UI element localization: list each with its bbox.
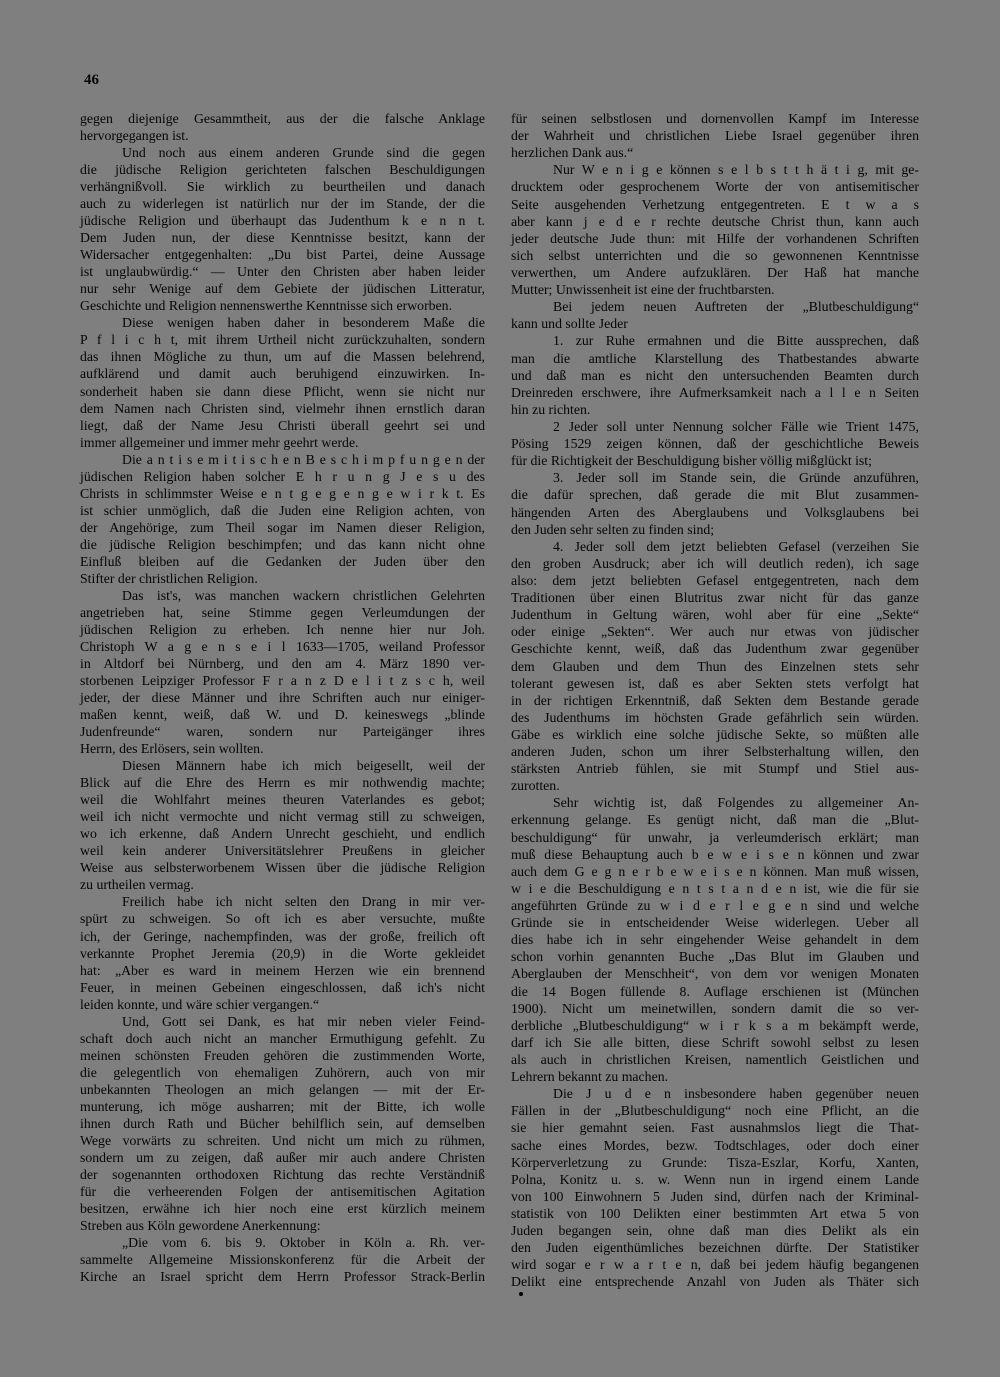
text-line: dem Namen nach Christen sind, vielmehr ihnen ernstlich daran	[80, 400, 485, 416]
text-line: Polna, Konitz u. s. w. Wenn nun in irgend einem Lande	[511, 1171, 919, 1187]
text-line: muß diese Behauptung auch b e w e i s e n können und zwar	[511, 846, 919, 862]
text-line: jüdischen Religion zu erheben. Ich nenne hier nur Joh.	[80, 621, 485, 637]
text-line: die dafür sprechen, daß gerade die mit Blut zusammen-	[511, 487, 919, 503]
text-line: man die amtliche Klarstellung des Thatbestandes abwarte	[511, 350, 919, 366]
text-line: Stifter der christlichen Religion.	[80, 570, 258, 586]
text-line: Das ist's, was manchen wackern christlichen Gelehrten	[122, 587, 485, 603]
text-line: besitzen, erwähne ich hier noch eine erst kürzlich meinem	[80, 1201, 485, 1216]
text-line: hängenden Arten des Aberglaubens und Volksglaubens bei	[511, 504, 919, 520]
text-line: Streben aus Köln gewordene Anerkennung:	[80, 1218, 321, 1234]
text-line: Herrn, des Erlösers, sein wollten.	[80, 741, 264, 757]
left-column	[80, 110, 485, 1285]
text-line: den Juden sehr selten zu finden sind;	[511, 521, 715, 537]
paragraph	[511, 418, 919, 469]
paragraph	[80, 1013, 485, 1234]
text-line: Körperverletzung zu Grunde: Tisza-Eszlar, Korfu, Xanten,	[511, 1154, 919, 1170]
text-line: gegen diejenige Gesammtheit, aus der die falsche Anklage	[80, 111, 485, 126]
paragraph	[511, 469, 919, 537]
text-line: wo ich erkenne, daß Andern Unrecht geschieht, und endlich	[80, 826, 485, 842]
text-line: für seinen selbstlosen und dornenvollen Kampf im Interesse	[511, 111, 919, 126]
text-line: Freilich habe ich nicht selten den Drang in mir ver-	[122, 894, 485, 910]
paragraph	[511, 332, 919, 418]
paragraph	[511, 794, 919, 1085]
text-line: Diese wenigen haben daher in besonderem Maße die	[122, 315, 485, 331]
text-line: munterung, ich möge ausharren; mit der Bitte, ich wolle	[80, 1098, 485, 1114]
text-line: Pösing 1529 zeigen können, daß der geschichtliche Beweis	[511, 436, 919, 452]
text-line: Sehr wichtig ist, daß Folgendes zu allgemeiner An-	[553, 795, 919, 811]
text-line: stärksten Antrieb fühlen, sie mit Stumpf und Stiel aus-	[511, 761, 919, 777]
text-line: unbekannten Theologen an mich gelangen — mit der Er-	[80, 1081, 485, 1097]
text-line: 4. Jeder soll dem jetzt beliebten Gefasel (verzeihen Sie	[553, 538, 919, 554]
text-line: die 14 Bogen füllende 8. Auflage erschienen ist (München	[511, 983, 919, 999]
text-line: Dreinreden erschwere, ihre Aufmerksamkeit nach a l l e n Seiten	[511, 384, 919, 400]
text-line: Wege vorwärts zu schreiten. Und nicht um mich zu rühmen,	[80, 1132, 485, 1148]
text-line: den Juden eigenthümliches bezeichnen dürfte. Der Statistiker	[511, 1240, 919, 1256]
text-line: in der richtigen Erkenntniß, daß Sekten dem Bestande gerade	[511, 692, 919, 708]
text-line: tolerant gewesen ist, daß es aber Sekten stets verfolgt hat	[511, 675, 919, 691]
paragraph	[511, 161, 919, 298]
text-line: Diesen Männern habe ich mich beigesellt, weil der	[122, 758, 485, 774]
text-line: verkannte Prophet Jeremia (20,9) in die Worte gekleidet	[80, 945, 485, 961]
text-line: aber kann j e d e r rechte deutsche Christ thun, kann auch	[511, 213, 919, 229]
text-line: angetrieben hat, seine Stimme gegen Verleumdungen der	[80, 604, 485, 620]
text-line: Christoph W a g e n s e i l 1633—1705, weiland Professor	[80, 638, 485, 654]
text-line: dem Glauben und dem Thun des Einzelnen stets sehr	[511, 658, 919, 674]
text-line: jüdischen Religion haben solcher E h r u n g J e s u des	[80, 468, 485, 484]
text-line: Seite ausgehenden Verhetzung entgegentreten. E t w a s	[511, 196, 919, 212]
text-line: Bei jedem neuen Auftreten der „Blutbeschuldigung“	[553, 299, 919, 315]
text-line: der sogenannten orthodoxen Richtung das rechte Verständniß	[80, 1166, 485, 1182]
paragraph	[511, 110, 919, 161]
text-line: sondern um zu zeigen, daß außer mir auch andere Christen	[80, 1149, 485, 1165]
paragraph	[80, 893, 485, 1012]
text-line: weil die Wohlfahrt meines theuren Vaterlandes es gebot;	[80, 792, 485, 808]
paragraph	[80, 451, 485, 587]
text-line: w i e die Beschuldigung e n t s t a n d e n ist, wie die für sie	[511, 880, 919, 896]
text-line: auch zu widerlegen ist natürlich nur der im Stande, der die	[80, 196, 485, 212]
paragraph	[80, 757, 485, 893]
text-line: 3. Jeder soll im Stande sein, die Gründe anzuführen,	[553, 470, 919, 486]
print-speck	[519, 1292, 523, 1296]
text-line: oder einige „Sekten“. Wer auch nur etwas von jüdischer	[511, 624, 919, 640]
text-line: der Wahrheit und christlichen Liebe Israel gegenüber ihren	[511, 128, 919, 144]
text-line: Traditionen über einen Blutritus zwar nicht für das ganze	[511, 590, 919, 606]
text-line: Gäbe es wirklich eine solche jüdische Sekte, so müßten alle	[511, 726, 919, 742]
text-line: ich, der Geringe, nachempfinden, was der große, freilich oft	[80, 928, 485, 944]
text-line: immer allgemeiner und immer mehr geehrt werde.	[80, 434, 359, 450]
text-line: zurotten.	[511, 778, 560, 794]
text-line: Fällen in der „Blutbeschuldigung“ noch eine Pflicht, an die	[511, 1103, 919, 1119]
paragraph	[80, 1234, 485, 1285]
text-line: aufklärend und damit auch beruhigend einzuwirken. In-	[80, 366, 485, 382]
text-line: Und noch aus einem anderen Grunde sind die gegen	[122, 145, 485, 161]
page-number: 46	[84, 72, 99, 88]
text-line: Kirche an Israel spricht dem Herrn Professor Strack-Berlin	[80, 1269, 485, 1285]
text-line: nur sehr Wenige auf dem Gebiete der jüdischen Litteratur,	[80, 281, 485, 297]
paragraph	[80, 314, 485, 450]
text-line: herzlichen Dank aus.“	[511, 145, 634, 161]
right-column	[511, 110, 919, 1291]
text-line: sammelte Allgemeine Missionskonferenz für die Arbeit der	[80, 1252, 485, 1268]
text-line: ist schier unmöglich, daß die Juden eine Religion achten, von	[80, 502, 485, 518]
text-line: 2 Jeder soll unter Nennung solcher Fälle wie Trient 1475,	[553, 418, 919, 434]
text-line: Gründe sie in entscheidender Weise widerlegen. Ueber all	[511, 915, 919, 931]
text-line: drucktem oder gesprochenem Worte der von antisemitischer	[511, 179, 919, 195]
text-line: der Angehörige, zum Theil sogar im Namen dieser Religion,	[80, 519, 485, 535]
text-line: Und, Gott sei Dank, es hat mir neben vieler Feind-	[122, 1013, 485, 1029]
text-line: Einfluß bleiben auf die Gedanken der Juden über den	[80, 553, 485, 569]
text-line: ist unglaubwürdig.“ — Unter den Christen aber haben leider	[80, 264, 485, 280]
text-line: sich selbst unterrichten und die so gewonnenen Kenntnisse	[511, 247, 919, 263]
text-line: sonderheit haben sie dann diese Pflicht, wenn sie nicht nur	[80, 383, 485, 399]
text-line: verwerthen, um Andere aufzuklären. Der Haß hat manche	[511, 264, 919, 280]
paragraph	[80, 587, 485, 757]
text-line: die jüdische Religion gerichteten falschen Beschuldigungen	[80, 162, 485, 178]
text-line: das ihnen Mögliche zu thun, um auf die Massen belehrend,	[80, 349, 485, 365]
text-line: 1900). Nicht um meinetwillen, sondern damit die so ver-	[511, 1000, 919, 1016]
text-line: maßen kennt, weiß, daß W. und D. keineswegs „blinde	[80, 707, 485, 723]
text-line: sache eines Mordes, bezw. Todtschlages, oder doch einer	[511, 1137, 919, 1153]
text-line: von 100 Einwohnern 5 Juden sind, dürfen nach der Kriminal-	[511, 1188, 919, 1204]
text-line: jeder, der diese Männer und ihre Schriften auch nur einiger-	[80, 690, 485, 706]
text-line: anderen Juden, schon um ihrer Selbsterhaltung willen, den	[511, 744, 919, 760]
text-line: sie hier gemahnt seien. Fast ausnahmslos liegt die That-	[511, 1120, 919, 1136]
text-line: hin zu richten.	[511, 401, 591, 417]
text-line: Judenthum in Geltung wären, wohl aber für eine „Sekte“	[511, 607, 919, 623]
text-line: jüdische Religion und überhaupt das Judenthum k e n n t.	[80, 213, 485, 229]
text-line: Geschichte und Religion nennenswerthe Kenntnisse sich erworben.	[80, 298, 453, 314]
text-line: verhängnißvoll. Sie wirklich zu beurtheilen und danach	[80, 179, 485, 195]
text-line: Blick auf die Ehre des Herrn es mir nothwendig machte;	[80, 775, 485, 791]
text-line: „Die vom 6. bis 9. Oktober in Köln a. Rh. ver-	[122, 1235, 485, 1251]
text-line: hat: „Aber es ward in meinem Herzen wie ein brennend	[80, 962, 485, 978]
text-line: Mutter; Unwissenheit ist eine der fruchtbarsten.	[511, 282, 775, 298]
paragraph	[511, 1085, 919, 1290]
text-line: den groben Ausdruck; aber ich will deutlich reden), ich sage	[511, 555, 919, 571]
text-line: darf ich Sie alle bitten, diese Schrift sowohl selbst zu lesen	[511, 1034, 919, 1050]
text-line: statistik von 100 Delikten einer bestimmten Art etwa 5 von	[511, 1206, 919, 1221]
text-line: die gelegentlich von ehemaligen Zuhörern, auch von mir	[80, 1064, 485, 1080]
text-line: wird sogar e r w a r t e n, daß bei jedem häufig begangenen	[511, 1257, 919, 1273]
text-line: weil ich nicht vermochte und nicht vermag still zu schweigen,	[80, 809, 485, 825]
text-line: Judenfreunde“ waren, sondern nur Parteigänger ihres	[80, 724, 485, 740]
text-line: kann und sollte Jeder	[511, 316, 628, 332]
text-line: für die verheerenden Folgen der antisemitischen Agitation	[80, 1183, 485, 1199]
text-line: Die a n t i s e m i t i s c h e n B e s c h i m p f u n g e n der	[122, 451, 485, 467]
paragraph	[80, 110, 485, 144]
text-line: spürt zu schweigen. So oft ich es aber versuchte, mußte	[80, 911, 485, 927]
text-line: dies habe ich in sehr eingehender Weise gehandelt in dem	[511, 932, 919, 948]
text-line: schon vorhin genannten Buche „Das Blut im Glauben und	[511, 949, 919, 965]
text-line: Weise aus selbsterworbenem Wissen über die jüdische Religion	[80, 860, 485, 876]
text-line: hervorgegangen ist.	[80, 128, 189, 144]
text-line: ihnen durch Rath und Bücher behilflich sein, auf demselben	[80, 1115, 485, 1131]
text-line: Juden begangen sein, ohne daß man dies Delikt als ein	[511, 1223, 919, 1239]
text-line: Aberglauben der Menschheit“, von dem vor wenigen Monaten	[511, 966, 919, 982]
text-line: als auch in christlichen Kreisen, namentlich Geistlichen und	[511, 1052, 919, 1068]
text-line: Die J u d e n insbesondere haben gegenüber neuen	[553, 1086, 919, 1102]
text-line: P f l i c h t, mit ihrem Urtheil nicht zurückzuhalten, sondern	[80, 332, 485, 348]
text-line: meinen schönsten Freuden gehören die zustimmenden Worte,	[80, 1047, 485, 1063]
text-line: weil kein anderer Universitätslehrer Preußens in gleicher	[80, 843, 485, 859]
text-line: 1. zur Ruhe ermahnen und die Bitte aussprechen, daß	[553, 333, 919, 349]
text-line: liegt, daß der Name Jesu Christi überall geehrt sei und	[80, 417, 485, 433]
text-line: also: dem jetzt beliebten Gefasel entgegentreten, nach dem	[511, 572, 919, 588]
text-line: auch dem G e g n e r b e w e i s e n können. Man muß wissen,	[511, 863, 919, 879]
text-line: jeder deutsche Jude thun: mit Hilfe der vorhandenen Schriften	[511, 230, 919, 246]
paragraph	[80, 144, 485, 314]
text-line: beschuldigung“ für unwahr, ja verleumderisch erklärt; man	[511, 829, 919, 845]
text-line: Geschichte kennt, weiß, daß das Judenthum zwar gegenüber	[511, 641, 919, 657]
text-line: zu urtheilen vermag.	[80, 877, 194, 893]
text-line: und daß man es nicht den untersuchenden Beamten durch	[511, 367, 919, 383]
text-line: des Judenthums im höchsten Grade gefährlich sein würden.	[511, 709, 919, 725]
paragraph	[511, 538, 919, 795]
text-line: angeführten Gründe zu w i d e r l e g e n sind und welche	[511, 898, 919, 914]
text-line: Lehrern bekannt zu machen.	[511, 1069, 669, 1085]
text-line: schaft doch auch nicht an mancher Ermuthigung gefehlt. Zu	[80, 1030, 485, 1046]
text-line: derbliche „Blutbeschuldigung“ w i r k s a m bekämpft werde,	[511, 1017, 919, 1033]
paragraph	[511, 298, 919, 332]
text-line: Nur W e n i g e können s e l b s t t h ä t i g, mit ge-	[553, 162, 919, 178]
text-line: Widersacher entgegenhalten: „Du bist Partei, deine Aussage	[80, 247, 485, 263]
text-line: in Altdorf bei Nürnberg, und den am 4. März 1890 ver-	[80, 656, 485, 671]
text-line: storbenen Leipziger Professor F r a n z D e l i t z s c h, weil	[80, 673, 485, 689]
text-line: erkennung gelange. Es genügt nicht, daß man die „Blut-	[511, 812, 919, 828]
text-line: leiden konnte, und wäre schier vergangen.“	[80, 996, 320, 1012]
text-line: Delikt eine entsprechende Anzahl von Juden als Thäter sich	[511, 1274, 919, 1290]
text-line: Dem Juden nun, der diese Kenntnisse besitzt, kann der	[80, 230, 485, 246]
text-line: die jüdische Religion beschimpfen; und das kann nicht ohne	[80, 536, 485, 552]
text-line: Christs in schlimmster Weise e n t g e g e n g e w i r k t. Es	[80, 485, 485, 501]
text-line: für die Richtigkeit der Beschuldigung bisher völlig mißglückt ist;	[511, 453, 872, 469]
text-line: Feuer, in meinen Gebeinen eingeschlossen, daß ich's nicht	[80, 979, 485, 995]
